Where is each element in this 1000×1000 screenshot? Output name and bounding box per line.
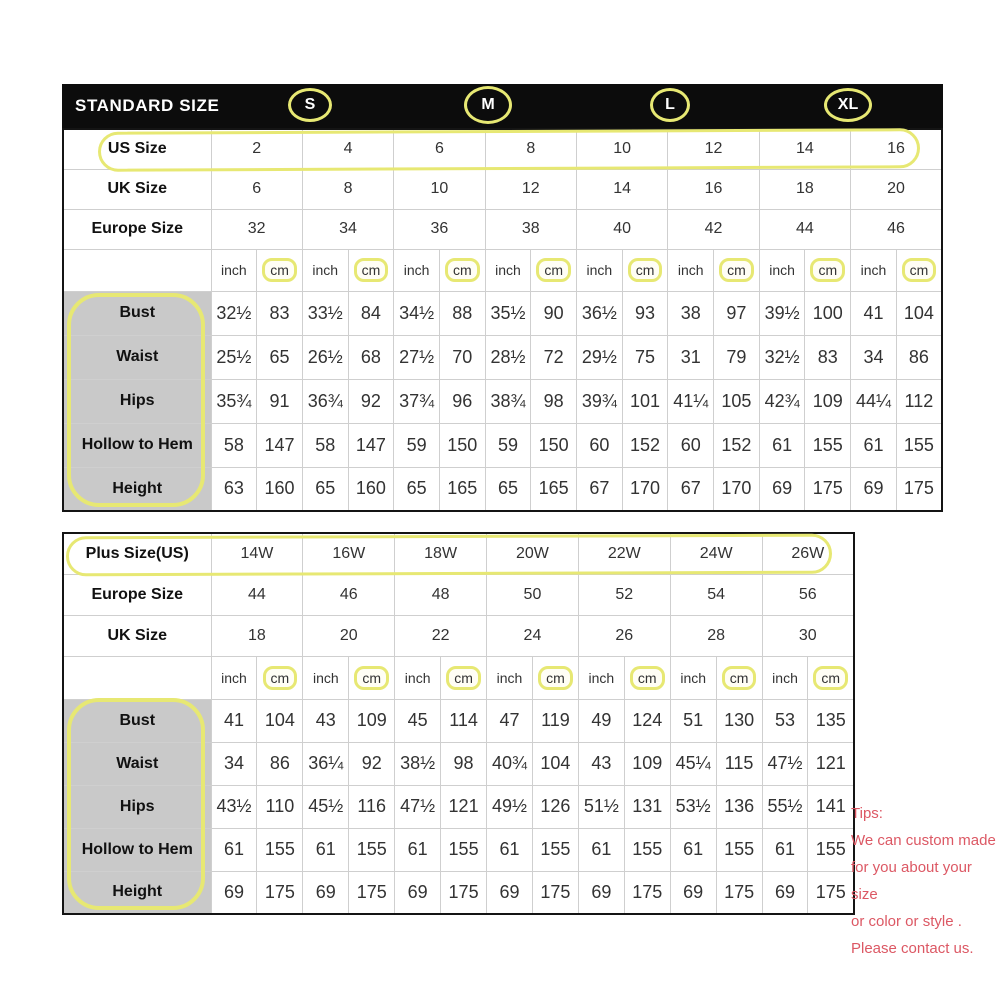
row-label: Hips [63,379,211,423]
cm-highlight: cm [263,666,298,690]
cm-highlight: cm [354,666,389,690]
table-cell: 112 [896,379,942,423]
table-cell [716,656,762,699]
table-cell: 34 [211,742,257,785]
table-row [63,209,942,249]
table-cell: 63 [211,467,257,511]
table-cell: 93 [622,291,668,335]
table-cell: 155 [441,828,487,871]
table-cell: 91 [257,379,303,423]
table-cell: 28½ [485,335,531,379]
table-cell: 27½ [394,335,440,379]
table-cell: 6 [394,129,485,169]
table-cell: 175 [896,467,942,511]
table-cell: inch [578,656,624,699]
table-cell: 22W [578,533,670,574]
table-cell: 37¾ [394,379,440,423]
table-cell: 36½ [577,291,623,335]
table-cell: 43½ [211,785,257,828]
table-cell: 8 [302,169,393,209]
table-cell: 18W [395,533,487,574]
table-cell: 61 [303,828,349,871]
table-cell: 175 [805,467,851,511]
table-cell: 38 [668,291,714,335]
cm-highlight: cm [810,258,845,282]
table-cell: 121 [441,785,487,828]
table-cell: 18 [759,169,850,209]
table-cell: 147 [348,423,394,467]
table-cell: 70 [439,335,485,379]
table-cell: 39¾ [577,379,623,423]
row-label: Hips [63,785,211,828]
table-cell: 98 [441,742,487,785]
table-cell: 121 [808,742,854,785]
table-cell: 104 [532,742,578,785]
table-cell: 47½ [762,742,808,785]
plus-size-table [62,532,855,915]
table-cell: 8 [485,129,576,169]
table-cell: inch [303,656,349,699]
table-cell: 61 [395,828,441,871]
table-cell: 38¾ [485,379,531,423]
tips-line-1: We can custom made [851,832,996,849]
row-label [63,249,211,291]
table-cell: 61 [759,423,805,467]
table-cell: 43 [578,742,624,785]
table-cell: 165 [439,467,485,511]
table-cell: 32½ [759,335,805,379]
cm-highlight: cm [902,258,937,282]
table-cell: 124 [624,699,670,742]
table-cell: 20W [487,533,579,574]
table-cell: inch [395,656,441,699]
row-label: Height [63,871,211,914]
table-cell: inch [762,656,808,699]
table-cell: 61 [211,828,257,871]
table-cell: 152 [714,423,760,467]
table-cell: 35½ [485,291,531,335]
table-cell: 26 [578,615,670,656]
cm-highlight: cm [538,666,573,690]
table-cell: 175 [808,871,854,914]
table-cell: inch [211,656,257,699]
table-cell: 46 [303,574,395,615]
size-l-circle-highlight: L [650,88,690,122]
table-cell: 155 [896,423,942,467]
table-cell: 61 [670,828,716,871]
row-label: Bust [63,699,211,742]
cm-highlight: cm [446,666,481,690]
row-label: Waist [63,335,211,379]
table-cell: 109 [805,379,851,423]
table-cell: 155 [532,828,578,871]
table-cell: 84 [348,291,394,335]
table-cell: 65 [485,467,531,511]
table-cell: inch [670,656,716,699]
table-cell: 79 [714,335,760,379]
cm-highlight: cm [445,258,480,282]
table-cell: 155 [257,828,303,871]
table-cell: 155 [716,828,762,871]
table-cell: 116 [349,785,395,828]
table-cell [349,656,395,699]
table-cell: 53 [762,699,808,742]
table-cell: 34 [851,335,897,379]
table-cell: 175 [624,871,670,914]
table-cell: 44 [211,574,303,615]
table-cell: 45¼ [670,742,716,785]
table-cell: 34½ [394,291,440,335]
table-cell: 44 [759,209,850,249]
table-cell: 61 [487,828,533,871]
cm-highlight: cm [813,666,848,690]
table-cell: 44¼ [851,379,897,423]
table-cell: 30 [762,615,854,656]
table-cell: 14 [577,169,668,209]
table-cell: 49½ [487,785,533,828]
table-cell: 175 [257,871,303,914]
tips-line-2: for you about your size [851,859,972,903]
table-cell: 97 [714,291,760,335]
table-cell: 65 [394,467,440,511]
table-cell: 58 [302,423,348,467]
table-cell [532,656,578,699]
table-cell: inch [577,249,623,291]
table-cell: 29½ [577,335,623,379]
table-cell: 51 [670,699,716,742]
table-cell: 96 [439,379,485,423]
table-cell: 38½ [395,742,441,785]
table-row [63,574,854,615]
table-cell: inch [302,249,348,291]
table-cell: 155 [808,828,854,871]
table-row [63,129,942,169]
table-cell [896,249,942,291]
table-cell: 114 [441,699,487,742]
table-row [63,656,854,699]
table-cell [257,249,303,291]
table-cell: 69 [578,871,624,914]
table-row [63,335,942,379]
table-cell: 32 [211,209,302,249]
table-cell: 160 [348,467,394,511]
table-cell: 126 [532,785,578,828]
table-cell: 45½ [303,785,349,828]
table-cell: 12 [485,169,576,209]
table-cell: 69 [395,871,441,914]
table-cell: 131 [624,785,670,828]
tips-title: Tips: [851,805,883,822]
table-cell: 104 [896,291,942,335]
standard-size-grid [62,128,943,512]
row-label: Europe Size [63,574,211,615]
table-cell: 38 [485,209,576,249]
table-cell [257,656,303,699]
row-label: US Size [63,129,211,169]
table-cell: 20 [851,169,942,209]
table-cell [531,249,577,291]
table-row [63,467,942,511]
table-cell: 67 [668,467,714,511]
table-cell: 141 [808,785,854,828]
table-cell: 16W [303,533,395,574]
table-cell [808,656,854,699]
table-cell: 100 [805,291,851,335]
table-cell: 72 [531,335,577,379]
table-cell: 68 [348,335,394,379]
tips-line-4: Please contact us. [851,940,974,957]
table-cell: inch [487,656,533,699]
table-cell: 48 [395,574,487,615]
table-cell: 150 [531,423,577,467]
table-cell: 56 [762,574,854,615]
table-cell: 88 [439,291,485,335]
table-cell [439,249,485,291]
table-cell: 170 [622,467,668,511]
table-cell: 175 [716,871,762,914]
table-cell: 69 [487,871,533,914]
row-label: Hollow to Hem [63,423,211,467]
table-cell: 59 [394,423,440,467]
table-cell: 16 [851,129,942,169]
row-label: UK Size [63,615,211,656]
size-m-circle-highlight: M [464,86,512,124]
table-cell: 49 [578,699,624,742]
cm-highlight: cm [628,258,663,282]
table-cell: 61 [762,828,808,871]
table-cell [348,249,394,291]
table-cell: 61 [851,423,897,467]
table-cell: 69 [303,871,349,914]
table-cell: 50 [487,574,579,615]
plus-size-grid [62,532,855,915]
table-cell: 109 [349,699,395,742]
table-cell: 36¾ [302,379,348,423]
table-cell: 52 [578,574,670,615]
table-row [63,615,854,656]
table-cell: 42 [668,209,759,249]
table-cell: 92 [348,379,394,423]
table-cell: inch [759,249,805,291]
table-cell: 36 [394,209,485,249]
table-row [63,785,854,828]
row-label: Plus Size(US) [63,533,211,574]
table-cell: 60 [577,423,623,467]
table-cell: 155 [805,423,851,467]
table-cell [441,656,487,699]
table-cell: 135 [808,699,854,742]
table-cell: 41¼ [668,379,714,423]
table-cell: 98 [531,379,577,423]
table-cell: 147 [257,423,303,467]
table-cell: 110 [257,785,303,828]
table-cell: 40¾ [487,742,533,785]
row-label: UK Size [63,169,211,209]
table-cell: 2 [211,129,302,169]
table-cell [714,249,760,291]
table-cell: 86 [257,742,303,785]
table-cell: 165 [531,467,577,511]
table-cell: 175 [349,871,395,914]
size-xl-circle-highlight: XL [824,88,872,122]
table-row [63,249,942,291]
table-cell: inch [851,249,897,291]
row-label: Europe Size [63,209,211,249]
table-cell: 155 [349,828,395,871]
table-cell: 39½ [759,291,805,335]
table-cell: 69 [759,467,805,511]
table-cell: 136 [716,785,762,828]
table-row [63,291,942,335]
table-cell: 55½ [762,785,808,828]
table-cell: 12 [668,129,759,169]
row-label [63,656,211,699]
table-cell: 105 [714,379,760,423]
table-cell: 69 [211,871,257,914]
table-cell: 58 [211,423,257,467]
table-cell: 41 [851,291,897,335]
table-cell: 92 [349,742,395,785]
table-cell: 155 [624,828,670,871]
table-cell: 28 [670,615,762,656]
cm-highlight: cm [630,666,665,690]
cm-highlight: cm [262,258,297,282]
table-cell: 83 [257,291,303,335]
table-cell: 4 [302,129,393,169]
table-cell: 69 [670,871,716,914]
table-cell: 61 [578,828,624,871]
table-cell: 75 [622,335,668,379]
cm-highlight: cm [536,258,571,282]
table-cell: 41 [211,699,257,742]
standard-size-table [62,84,943,512]
tips-note [851,800,1000,962]
table-cell: 33½ [302,291,348,335]
table-cell: 119 [532,699,578,742]
table-cell [624,656,670,699]
row-label: Waist [63,742,211,785]
standard-size-header-bar [62,84,943,128]
table-cell: 25½ [211,335,257,379]
table-cell: inch [211,249,257,291]
row-label: Bust [63,291,211,335]
table-cell: 18 [211,615,303,656]
table-cell: 24 [487,615,579,656]
cm-highlight: cm [354,258,389,282]
tips-line-3: or color or style . [851,913,962,930]
table-cell: 54 [670,574,762,615]
table-cell: 14W [211,533,303,574]
table-cell: 47 [487,699,533,742]
table-cell: 22 [395,615,487,656]
table-cell: 65 [302,467,348,511]
table-cell: 31 [668,335,714,379]
table-cell: 53½ [670,785,716,828]
table-cell: 109 [624,742,670,785]
table-cell: 40 [577,209,668,249]
table-cell: 170 [714,467,760,511]
table-cell: 14 [759,129,850,169]
table-cell: 47½ [395,785,441,828]
table-cell: 150 [439,423,485,467]
table-cell: 32½ [211,291,257,335]
table-cell: 36¼ [303,742,349,785]
table-cell: 60 [668,423,714,467]
table-cell: 90 [531,291,577,335]
table-row [63,533,854,574]
table-cell: 6 [211,169,302,209]
table-cell: 69 [851,467,897,511]
table-cell: 26W [762,533,854,574]
table-cell: 20 [303,615,395,656]
table-cell: 83 [805,335,851,379]
table-row [63,169,942,209]
table-cell: inch [485,249,531,291]
table-cell: inch [668,249,714,291]
size-s-circle-highlight: S [288,88,332,122]
table-cell: 10 [394,169,485,209]
table-cell: inch [394,249,440,291]
cm-highlight: cm [719,258,754,282]
table-cell: 67 [577,467,623,511]
table-cell: 51½ [578,785,624,828]
row-label: Hollow to Hem [63,828,211,871]
table-cell: 104 [257,699,303,742]
table-cell: 130 [716,699,762,742]
table-cell: 115 [716,742,762,785]
table-cell: 175 [532,871,578,914]
table-cell: 160 [257,467,303,511]
table-row [63,423,942,467]
table-cell: 46 [851,209,942,249]
table-cell: 69 [762,871,808,914]
table-cell [805,249,851,291]
table-row [63,871,854,914]
table-cell: 152 [622,423,668,467]
table-cell: 86 [896,335,942,379]
row-label: Height [63,467,211,511]
table-row [63,699,854,742]
table-cell: 65 [257,335,303,379]
table-row [63,828,854,871]
table-cell: 10 [577,129,668,169]
table-cell: 45 [395,699,441,742]
table-cell: 101 [622,379,668,423]
table-row [63,379,942,423]
table-cell: 59 [485,423,531,467]
table-cell: 16 [668,169,759,209]
table-cell: 26½ [302,335,348,379]
table-cell [622,249,668,291]
table-cell: 35¾ [211,379,257,423]
table-row [63,742,854,785]
standard-size-title: STANDARD SIZE [75,96,220,115]
table-cell: 43 [303,699,349,742]
cm-highlight: cm [722,666,757,690]
table-cell: 34 [302,209,393,249]
table-cell: 42¾ [759,379,805,423]
table-cell: 24W [670,533,762,574]
table-cell: 175 [441,871,487,914]
